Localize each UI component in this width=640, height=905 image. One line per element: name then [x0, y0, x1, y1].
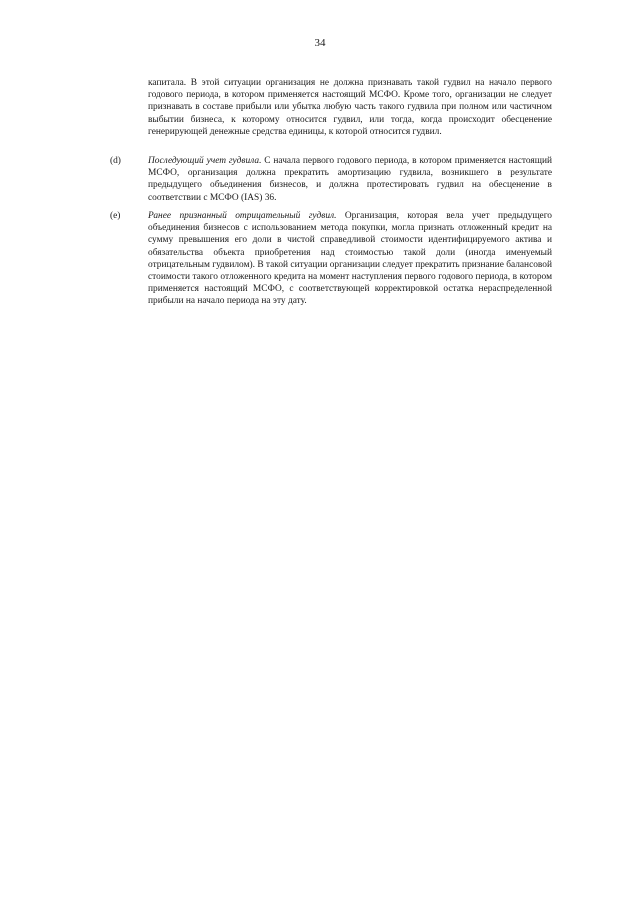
list-item-label: (e)	[110, 211, 121, 221]
intro-paragraph: капитала. В этой ситуации организация не должна признавать такой гудвил на начало первого годового периода, в котором применяется настоящий МСФО. Кроме того, организации не следует признавать в составе прибыли или убытка любую часть такого гудвила при полном или частичном выбытии бизнеса, к которому относится гудвил, или тогда, когда происходит обесценение генерирующей денежные средства единицы, к которой относится гудвил.	[148, 78, 552, 137]
list-item-label: (d)	[110, 156, 121, 166]
list-item-body	[148, 210, 552, 308]
list-item-heading: Последующий учет гудвила.	[148, 156, 262, 166]
list-item-text: С начала первого годового периода, в котором применяется настоящий МСФО, организация должна прекратить амортизацию гудвила, возникшего в результате предыдущего объединения бизнесов, и должна протестировать гудвил на обесценение в соответствии с МСФО (IAS) 36.	[148, 156, 552, 203]
list-item-body	[148, 155, 552, 204]
list-item-text: Организация, которая вела учет предыдущего объединения бизнесов с использованием метода покупки, могла признать отложенный кредит на сумму превышения его доли в чистой справедливой стоимости идентифицируемого актива и обязательства объекта приобретения над стоимостью такой доли (иногда именуемый отрицательным гудвилом). В такой ситуации организации следует прекратить признание балансовой стоимости такого отложенного кредита на момент наступления первого годового периода, в котором применяется настоящий МСФО, с соответствующей корректировкой остатка нераспределенной прибыли на начало периода на эту дату.	[148, 211, 552, 307]
list-item-heading: Ранее признанный отрицательный гудвил.	[148, 211, 337, 221]
page-number: 34	[314, 37, 326, 49]
